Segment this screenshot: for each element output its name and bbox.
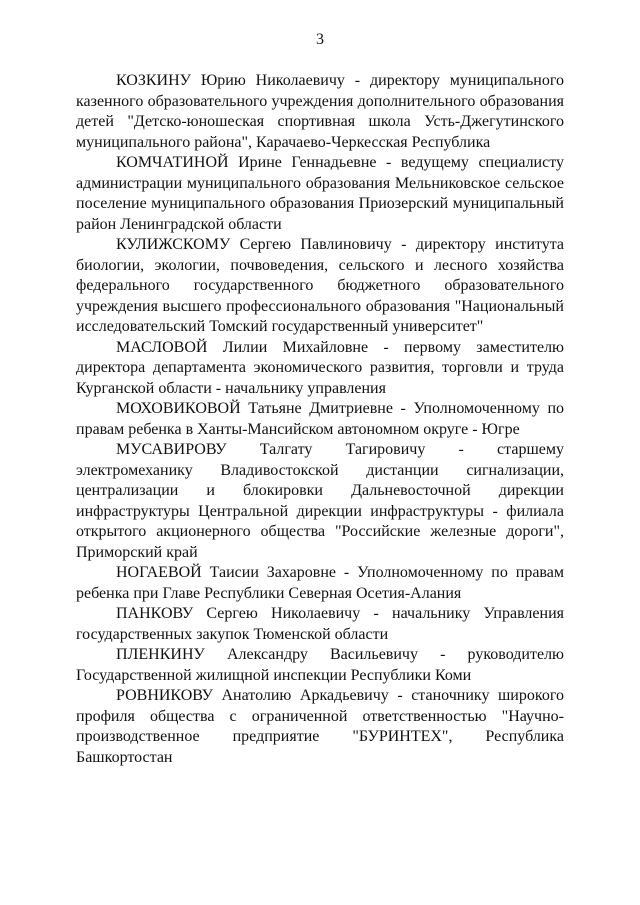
list-item: КУЛИЖСКОМУ Сергею Павлиновичу - директору института биологии, экологии, почвоведения, сельского и лесного хозяйства федерального государственного бюджетного образовательного учреждения высшего профессионального образования "Национальный исследовательский Томский государственный университет" xyxy=(76,236,564,335)
list-item: МОХОВИКОВОЙ Татьяне Дмитриевне - Уполномоченному по правам ребенка в Ханты-Мансийском автономном округе - Югре xyxy=(76,400,564,438)
list-item: ПАНКОВУ Сергею Николаевичу - начальнику Управления государственных закупок Тюменской области xyxy=(76,605,564,643)
list-item: РОВНИКОВУ Анатолию Аркадьевичу - станочнику широкого профиля общества с ограниченной ответственностью "Научно-производственное предприятие "БУРИНТЕХ", Республика Башкортостан xyxy=(76,687,564,766)
page-number: 3 xyxy=(316,31,324,48)
list-item: НОГАЕВОЙ Таисии Захаровне - Уполномоченному по правам ребенка при Главе Республики Северная Осетия-Алания xyxy=(76,564,564,602)
list-item: МАСЛОВОЙ Лилии Михайловне - первому заместителю директора департамента экономического развития, торговли и труда Курганской области - начальнику управления xyxy=(76,338,564,397)
award-list xyxy=(76,71,564,768)
list-item: ПЛЕНКИНУ Александру Васильевичу - руководителю Государственной жилищной инспекции Республики Коми xyxy=(76,646,564,684)
list-item: КОЗКИНУ Юрию Николаевичу - директору муниципального казенного образовательного учреждения дополнительного образования детей "Детско-юношеская спортивная школа Усть-Джегутинского муниципального района", Карачаево-Черкесская Республика xyxy=(76,72,564,151)
list-item: КОМЧАТИНОЙ Ирине Геннадьевне - ведущему специалисту администрации муниципального образования Мельниковское сельское поселение муниципального образования Приозерский муниципальный район Ленинградской области xyxy=(76,154,564,233)
list-item: МУСАВИРОВУ Талгату Тагировичу - старшему электромеханику Владивостокской дистанции сигнализации, централизации и блокировки Дальневосточной дирекции инфраструктуры Центральной дирекции инфраструктуры - филиала открытого акционерного общества "Российские железные дороги", Приморский край xyxy=(76,441,564,561)
